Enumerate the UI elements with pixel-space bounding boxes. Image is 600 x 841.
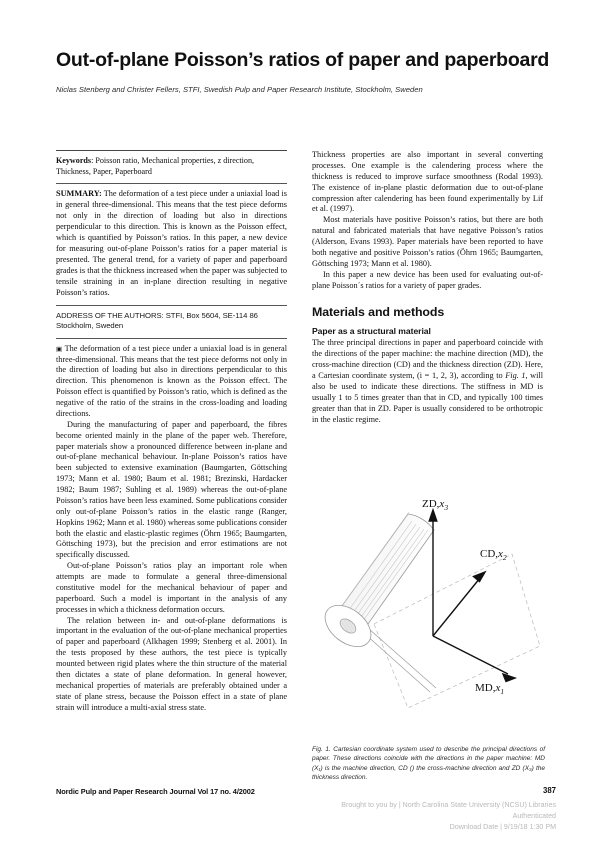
stamp-line-download-date: Download Date | 9/19/18 1:30 PM	[449, 822, 556, 831]
md-label-text: MD,	[475, 682, 496, 694]
library-access-stamp	[226, 800, 556, 833]
right-column	[312, 150, 543, 425]
keywords-block	[56, 156, 287, 177]
cd-label-var: x	[498, 548, 503, 560]
authors-address: ADDRESS OF THE AUTHORS: STFI, Box 5604, SE-114 86 Stockholm, Sweden	[56, 310, 258, 331]
page-number: 387	[542, 786, 556, 795]
figure-1-coordinate-system	[312, 496, 550, 728]
stamp-line-authenticated: Authenticated	[512, 811, 556, 820]
zd-label-var: x	[439, 498, 445, 510]
left-column	[56, 150, 287, 713]
md-label-var: x	[495, 682, 501, 694]
figure-axis-label-zd	[422, 498, 448, 512]
stamp-line-institution: Brought to you by | North Carolina State University (NCSU) Libraries	[341, 801, 556, 809]
materials-paragraph	[312, 338, 543, 425]
figure-axis-label-md	[475, 682, 504, 696]
cd-label-text: CD,	[480, 548, 499, 560]
summary-block	[56, 189, 287, 299]
materials-paragraph-part-b: , will also be used to indicate these directions. The stiffness in MD is usually 1 to 5 times greater than that in CD, and typically 100 times greater than that in ZD. Paper is usually considered to be orthotropic in the elastic regime.	[312, 371, 543, 424]
summary-text: The deformation of a test piece under a uniaxial load is in general three-dimensional. This means that the test piece deforms not only in the direction of loading but also in directions perpendicular to this direction. This is known as the Poisson effect, which is quantified by Poisson’s ratios. In this paper, a new device for measuring out-of-plane Poisson’s ratios for a paper material is presented. The general trend, for a variety of paper and paperboard grades is that the thickness increased when the paper was subjected to tensile straining in an in-plane direction resulting in negative Poisson’s ratios.	[56, 189, 287, 297]
figure-reference: Fig. 1	[505, 371, 526, 380]
keywords-label: Keywords	[56, 156, 92, 165]
address-rule-top	[56, 305, 287, 306]
keywords-rule-top	[56, 150, 287, 151]
zd-label-sub: 3	[444, 503, 449, 513]
summary-rule-top	[56, 183, 287, 184]
md-label-sub: 1	[500, 687, 505, 697]
journal-reference-line: Nordic Pulp and Paper Research Journal Vol 17 no. 4/2002	[56, 787, 255, 796]
subsection-heading-paper-as-a-structural-material: Paper as a structural material	[312, 326, 431, 337]
right-paragraph-3: In this paper a new device has been used for evaluating out-of-plane Poisson´s ratios for a variety of paper grades.	[312, 269, 543, 290]
square-bullet-icon: ▣	[56, 345, 63, 353]
address-rule-bottom	[56, 338, 287, 339]
page-title: Out-of-plane Poisson’s ratios of paper and paperboard	[56, 49, 550, 71]
intro-paragraph-1-text: The deformation of a test piece under a uniaxial load is in general three-dimensional. This means that the test piece deforms not only in the direction of loading but also in directions perpendicular to this direction. This phenomenon is known as the Poisson effect. The Poisson effect is quantified by Poisson’s ratio, which is defined as the negative of the ratio of the strains in the cross-loading and loading directions.	[56, 343, 287, 418]
materials-paragraph-part-a: The three principal directions in paper and paperboard coincide with the directions of the paper machine: the machine direction (MD), the cross-machine direction (CD) and the thickness direction (ZD). Here, a Cartesian coordinate system, (i = 1, 2, 3), according to	[312, 338, 543, 380]
md-arrowhead	[503, 674, 515, 682]
keywords-text: : Poisson ratio, Mechanical properties, z direction, Thickness, Paper, Paperboard	[56, 156, 255, 176]
figure-1-drawing	[312, 496, 550, 728]
intro-paragraph-2: During the manufacturing of paper and paperboard, the fibres become oriented mainly in the plane of the paper web. Therefore, paper materials show a pronounced difference between in-plane and out-of-plane mechanical behaviour. In-plane Poisson’s ratios have been subjected to extensive examination (Baumgarten, Göttsching 1973; Mann et al. 1980; Baum et al. 1981; Brezinski, Hardacker 1982; Baum 1987; Suhling et al. 1989) whereas the out-of-plane Poisson’s ratios have been less examined. Some publications consider only out-of-plane Poisson’s ratios in the elastic range (Ranger, Hopkins 1962; Mann et al. 1980) whereas some publications consider both the elastic and elastic-plastic regimes (Öhrn 1965; Baumgarten, Göttsching 1973), but the precision and error estimations are not specifically discussed.	[56, 419, 287, 560]
intro-paragraph-3: Out-of-plane Poisson’s ratios play an important role when attempts are made to formulate a general three-dimensional constitutive model for the mechanical behaviour of paper and paperboard. Such a model is important in the analysis of any processes in which a thickness deformation occurs.	[56, 561, 287, 614]
figure-axis-label-cd	[480, 548, 507, 562]
right-paragraph-1: Thickness properties are also important in several converting processes. One example is the calendering process where the thickness is reduced to improve surface smoothness (Rodal 1993). The existence of in-plane plastic deformation due to out-of-plane compression after calendering has been found experimentally by Lif et al. (1997).	[312, 150, 543, 214]
title-block	[56, 50, 556, 94]
intro-paragraph-1	[56, 344, 287, 420]
author-affiliation-line: Niclas Stenberg and Christer Fellers, STFI, Swedish Pulp and Paper Research Institute, Stockholm, Sweden	[56, 85, 423, 95]
figure-1-caption: Fig. 1. Cartesian coordinate system used to describe the principal directions of paper. These directions coincide with the directions in the paper machine: MD (X₁) is the machine direction, CD () the cross-machine direction and ZD (X₃) the thickness direction.	[312, 746, 545, 782]
intro-paragraph-4: The relation between in- and out-of-plane deformations is important in the evaluation of the out-of-plane mechanical properties of paper and paperboard (Alkhagen 1999; Stenberg et al. 2001). In the tests proposed by these authors, the test piece is typically mounted between rigid plates where the thin structure of the material then dictates a state of plane deformation. In general however, mechanical properties of materials are preferably obtained under a state of plane stress, because the Poisson effect in a state of plane strain will introduce a multi-axial stress state.	[56, 615, 287, 712]
zd-label-text: ZD,	[422, 498, 440, 510]
section-heading-materials-and-methods: Materials and methods	[312, 305, 445, 320]
summary-label: SUMMARY:	[56, 189, 102, 199]
cd-label-sub: 2	[502, 553, 507, 563]
right-paragraph-2: Most materials have positive Poisson’s ratios, but there are both natural and fabricated materials that have negative Poisson’s ratios (Alderson, Evans 1993). Paper materials have been reported to have both negative and positive Poisson’s ratios (Öhrn 1965; Baumgarten, Göttsching 1973; Mann et al. 1980).	[312, 215, 543, 268]
